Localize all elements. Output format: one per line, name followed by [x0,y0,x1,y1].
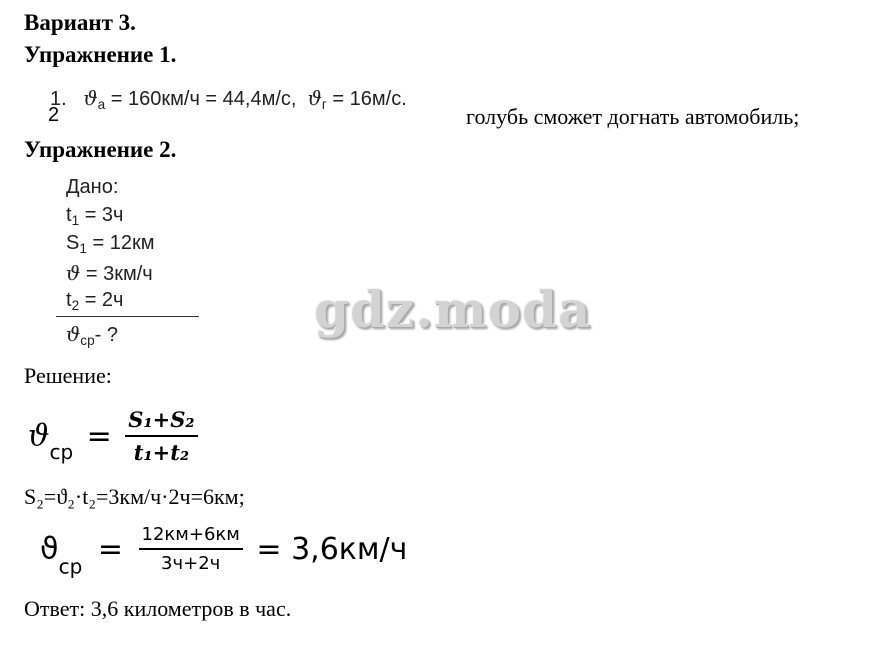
t1-value: = 3ч [84,204,124,226]
theta-symbol: ϑ [83,86,98,110]
given-t1 [66,204,123,228]
formula-average-speed [28,407,198,465]
sub-a: а [97,97,106,113]
sub-2: 2 [71,298,80,314]
equals-sign: = [97,531,123,567]
sub-1: 1 [71,213,80,229]
result-value: = 3,6км/ч [256,531,408,567]
given-divider [56,316,199,317]
sub-g: г [321,97,327,113]
theta-symbol: ϑ [28,418,50,454]
s1-value: = 12км [92,232,155,254]
ex1-conclusion: голубь сможет догнать автомобиль; [466,104,800,129]
find-value: - ? [94,324,118,346]
v-value: = 3км/ч [85,263,153,285]
fraction-2-denominator: 3ч+2ч [161,553,221,574]
t-symbol: t [66,289,72,311]
theta-symbol: ϑ [66,261,81,285]
ex1-speed-pigeon: = 16м/с. [332,88,407,110]
solution-label: Решение: [24,363,112,388]
given-title: Дано: [66,176,119,198]
ex1-number: 1. [50,88,67,110]
sub-cp: ср [49,439,74,464]
watermark-logo: gdz.moda [314,280,592,339]
theta-symbol: ϑ [307,86,322,110]
s-symbol: S [66,232,80,254]
t2-value: = 2ч [84,289,124,311]
given-find [66,322,118,348]
exercise-1-heading: Упражнение 1. [24,42,177,67]
formula-result [40,524,407,579]
sub-1: 1 [79,241,87,257]
variant-heading: Вариант 3. [24,10,136,35]
sub-cp: ср [80,333,95,349]
s2-calculation: S₂=ϑ₂·t₂=3км/ч·2ч=6км; [24,484,245,509]
fraction-2-numerator: 12км+6км [139,524,243,550]
given-t2 [66,289,123,313]
given-v [66,261,153,286]
ex1-speed-car: 160км/ч = 44,4м/с, [128,88,297,110]
answer-text: Ответ: 3,6 километров в час. [24,596,292,621]
equals-sign: = [86,418,112,454]
sub-cp: ср [58,554,83,579]
t-symbol: t [66,204,72,226]
ex1-cut-line: 2 [48,104,60,126]
given-s1 [66,232,154,256]
fraction-1 [125,407,197,465]
theta-symbol: ϑ [40,531,59,567]
fraction-1-denominator: t₁+t₂ [133,440,190,465]
fraction-1-numerator: S₁+S₂ [125,407,197,437]
fraction-2 [139,524,243,574]
ex1-equation: 1. $ϑ_а = 160км/ч = 44,4м/с$, $ϑ_г = 16м/с$. [50,86,407,113]
exercise-2-heading: Упражнение 2. [24,137,177,162]
theta-symbol: ϑ [66,322,81,346]
